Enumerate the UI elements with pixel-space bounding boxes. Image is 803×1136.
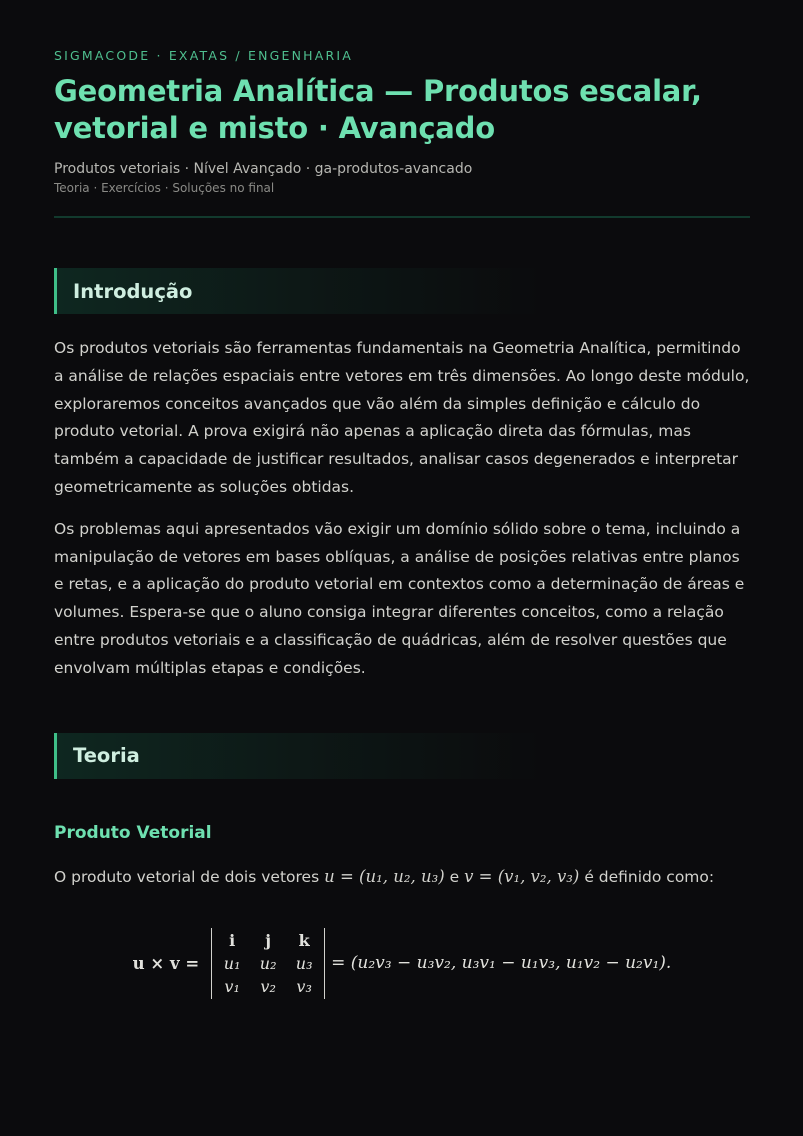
det-cell: k [298,930,310,950]
intro-paragraph-2: Os problemas aqui apresentados vão exigir um domínio sólido sobre o tema, incluindo a manipulação de vetores em bases oblíquas, a análise de posições relativas entre planos e retas, e a aplicação do produto vetorial em contextos como a determinação de áreas e volumes. Espera-se que o aluno consiga integrar diferentes conceitos, como a relação entre produtos vetoriais e a classificação de quádricas, além de resolver questões que envolvam múltiplas etapas e condições. [54,519,745,677]
document-header [54,0,750,218]
section-heading-theory [54,733,750,779]
det-cell: u₃ [295,953,313,973]
definition-prefix: O produto vetorial de dois vetores [54,867,320,886]
vector-u-math: u = (u₁, u₂, u₃) [324,866,445,886]
definition-suffix: é definido como: [584,867,715,886]
formula-lhs: u × v = [132,953,200,973]
section-title-theory: Teoria [73,744,140,768]
definition-conjunction: e [449,867,460,886]
subsection-title-cross-product: Produto Vetorial [54,822,212,843]
page-subtitle: Produtos vetoriais · Nível Avançado · ga-produtos-avancado [54,161,473,177]
breadcrumb: SIGMACODE · EXATAS / ENGENHARIA [54,48,354,63]
det-cell: i [229,930,236,950]
det-cell: v₁ [224,976,240,996]
det-cell: j [265,930,272,950]
det-cell: u₁ [223,953,241,973]
formula-rhs: = (u₂v₃ − u₃v₂, u₃v₁ − u₁v₃, u₁v₂ − u₂v₁). [331,953,672,974]
det-cell: v₂ [260,976,276,996]
determinant-matrix [211,928,325,999]
det-cell: v₃ [296,976,312,996]
intro-paragraph-1: Os produtos vetoriais são ferramentas fundamentais na Geometria Analítica, permitindo a análise de relações espaciais entre vetores em três dimensões. Ao longo deste módulo, exploraremos conceitos avançados que vão além da simples definição e cálculo do produto vetorial. A prova exigirá não apenas a aplicação direta das fórmulas, mas também a capacidade de justificar resultados, analisar casos degenerados e interpretar geometricamente as soluções obtidas. [54,339,750,496]
cross-product-formula [54,928,750,999]
vector-v-math: v = (v₁, v₂, v₃) [464,866,580,886]
page-meta: Teoria · Exercícios · Soluções no final [54,181,275,195]
page-title: Geometria Analítica — Produtos escalar, vetorial e misto · Avançado [54,74,702,145]
det-cell: u₂ [259,953,277,973]
section-heading-intro [54,268,750,314]
definition-sentence [54,864,750,890]
section-title-intro: Introdução [73,279,193,303]
